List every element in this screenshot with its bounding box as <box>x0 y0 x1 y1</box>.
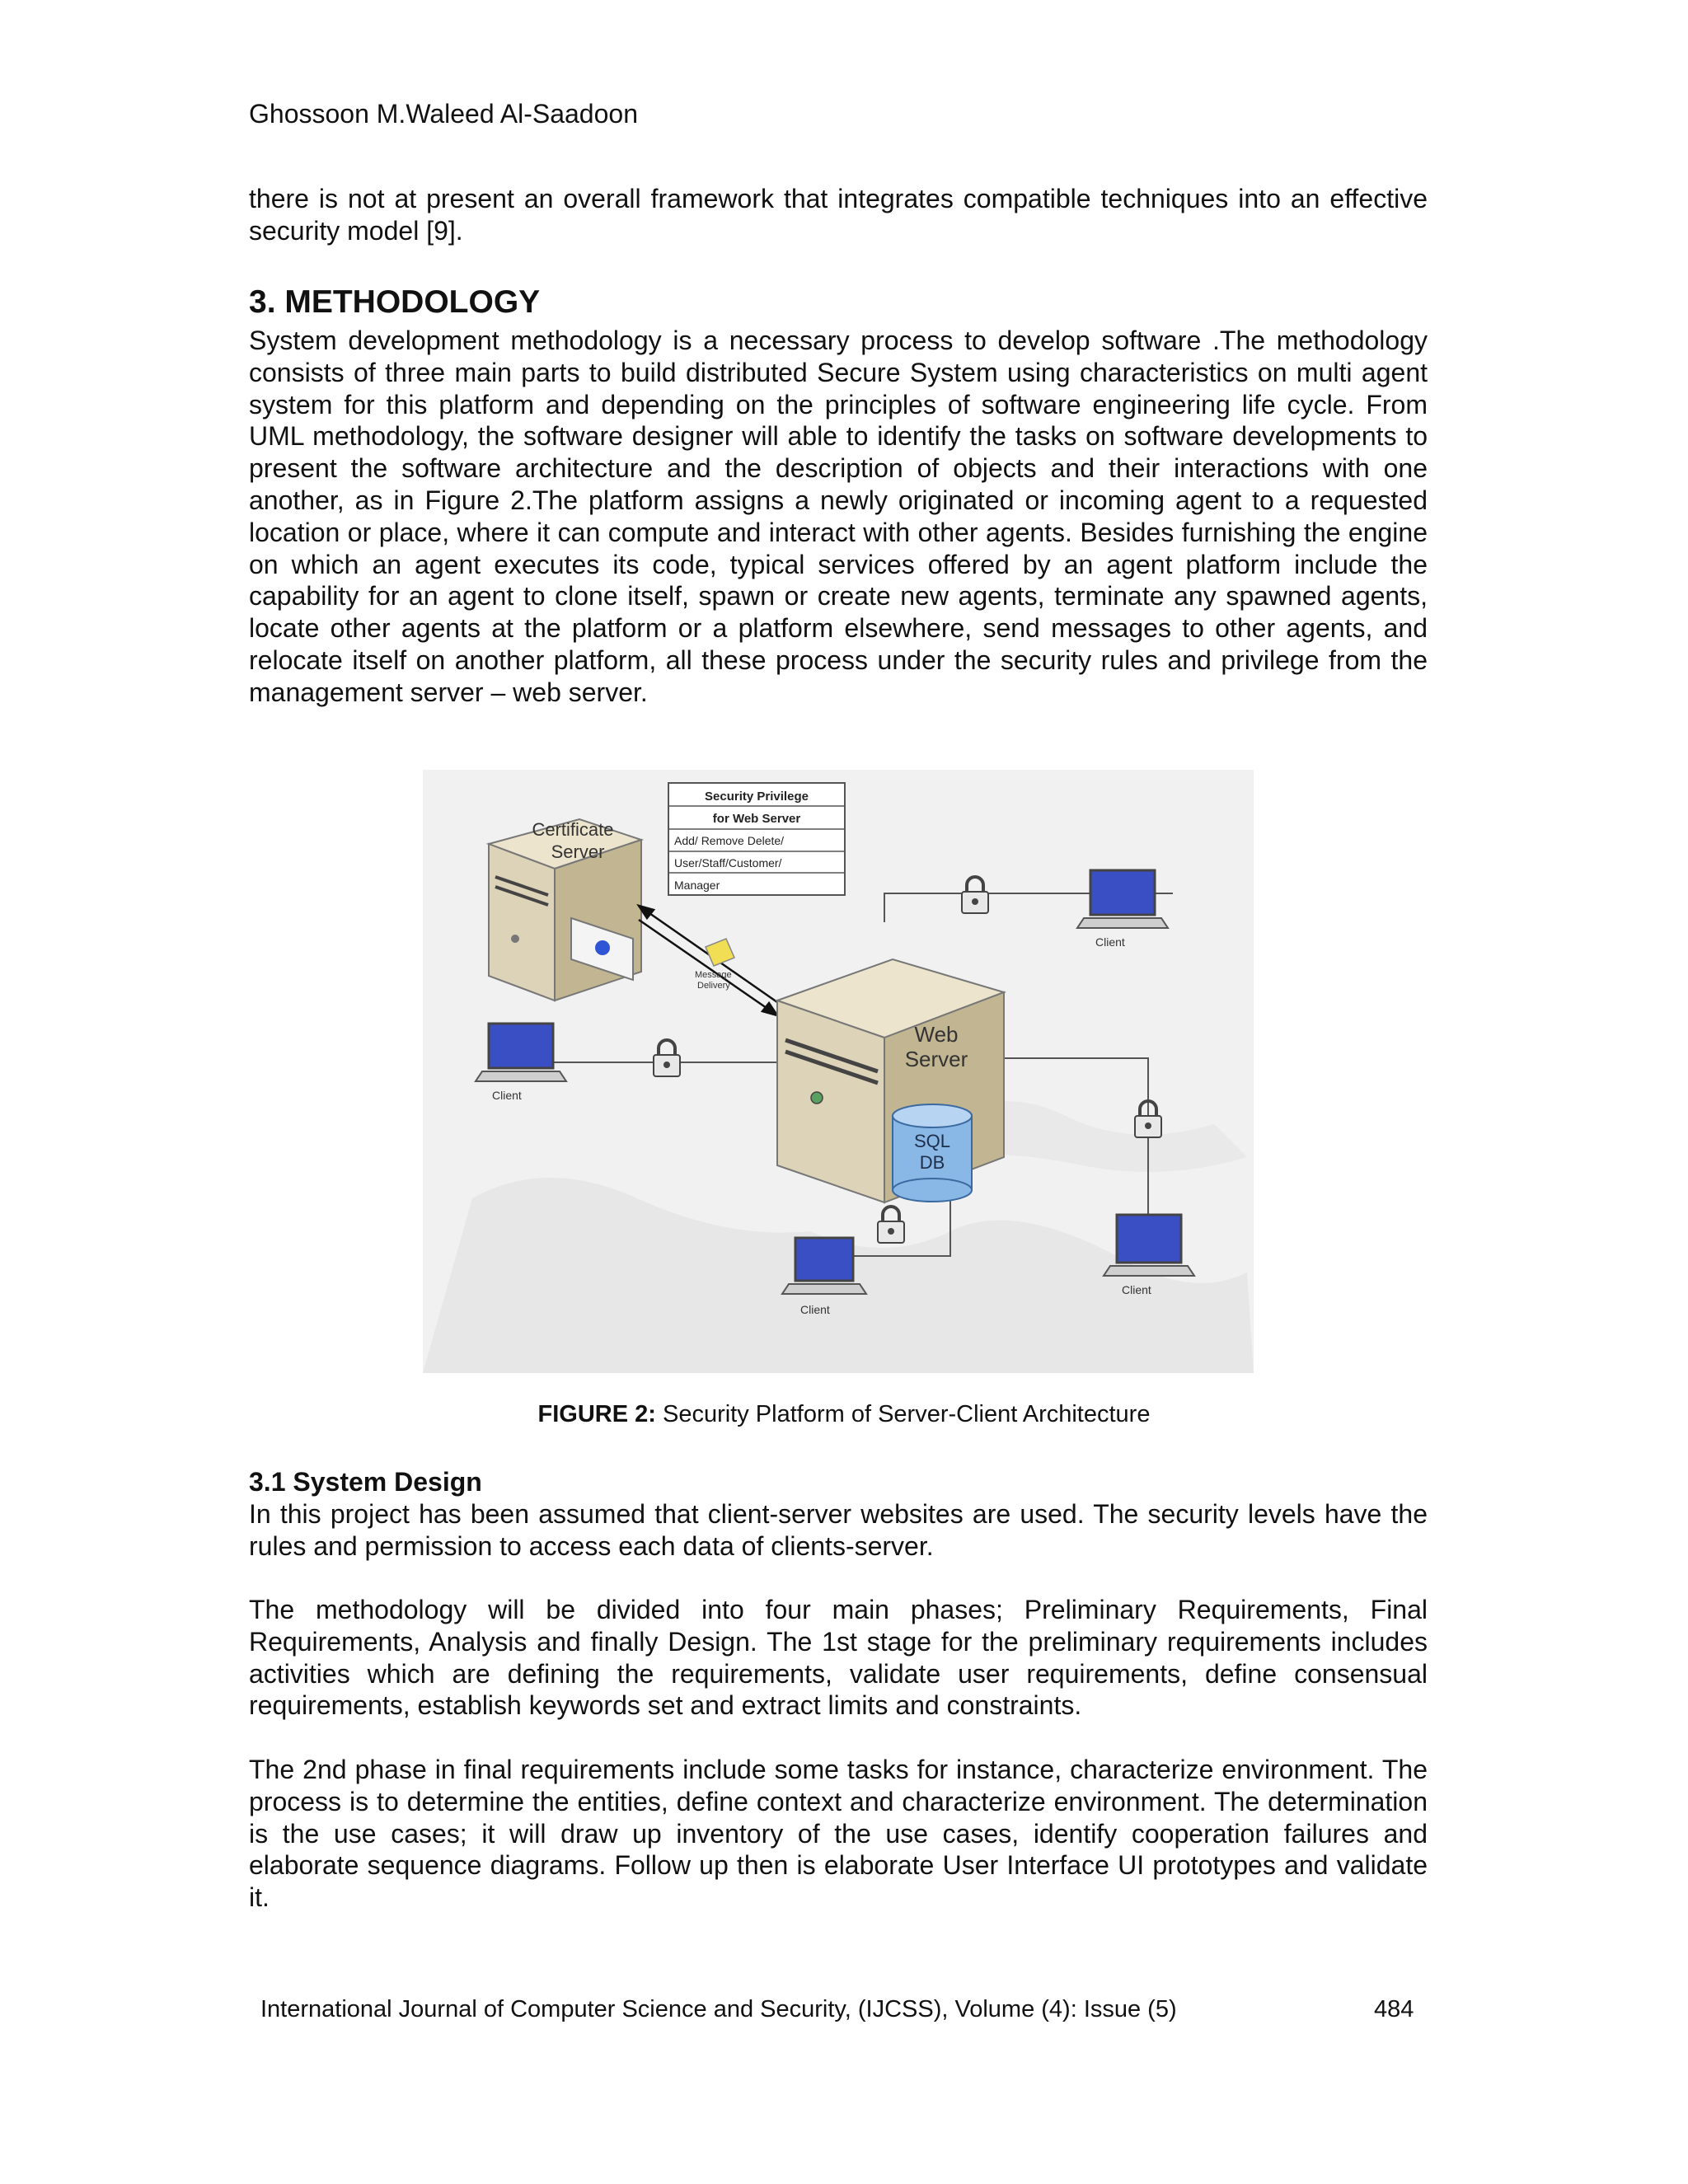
sql-database-icon <box>893 1104 972 1202</box>
certificate-server-label-line1: Certificate <box>532 819 614 840</box>
intro-paragraph: there is not at present an overall framework that integrates compatible techniques into an effective security model [9]. <box>249 184 1428 246</box>
client-label: Client <box>492 1089 522 1102</box>
privilege-table-row: Add/ Remove Delete/ <box>674 834 785 847</box>
page-number: 484 <box>1374 1996 1414 2022</box>
privilege-table-row: for Web Server <box>712 812 801 826</box>
message-delivery-label-line1: Message <box>695 970 732 980</box>
subsection-heading: 3.1 System Design <box>249 1467 482 1497</box>
sql-db-label-line2: DB <box>919 1152 945 1173</box>
figure-caption-label: FIGURE 2: <box>537 1401 656 1427</box>
client-label: Client <box>1122 1283 1151 1296</box>
figure-caption <box>0 1399 1688 1429</box>
journal-footer: International Journal of Computer Science and Security, (IJCSS), Volume (4): Issue (5) <box>260 1996 1177 2022</box>
privilege-table-row: User/Staff/Customer/ <box>674 856 782 869</box>
system-design-paragraph-3: The 2nd phase in final requirements include some tasks for instance, characterize environment. The process is to determine the entities, define context and characterize environment. The determination is the use cases; it will draw up inventory of the use cases, identify cooperation failures and elaborate sequence diagrams. Follow up then is elaborate User Interface UI prototypes and validate it. <box>249 1755 1428 1913</box>
system-design-paragraph-2: The methodology will be divided into four main phases; Preliminary Requirements, Final Requirements, Analysis and finally Design. The 1st stage for the preliminary requirements includes activities which are defining the requirements, validate user requirements, define consensual requirements, establish keywords set and extract limits and constraints. <box>249 1595 1428 1721</box>
client-label: Client <box>800 1303 830 1316</box>
certificate-server-label-line2: Server <box>551 841 605 862</box>
sql-db-label-line1: SQL <box>913 1131 951 1151</box>
system-design-paragraph-1: In this project has been assumed that client-server websites are used. The security levels have the rules and permission to access each data of clients-server. <box>249 1499 1428 1561</box>
figure-2-diagram <box>423 770 1254 1373</box>
running-header-author: Ghossoon M.Waleed Al-Saadoon <box>249 99 638 129</box>
methodology-paragraph: System development methodology is a necessary process to develop software .The methodology consists of three main parts to build distributed Secure System using characteristics on multi agent system for this platform and depending on the principles of software engineering life cycle. From UML methodology, the software designer will able to identify the tasks on software developments to present the software architecture and the description of objects and their interactions with one another, as in Figure 2.The platform assigns a newly originated or incoming agent to a requested location or place, where it can compute and interact with other agents. Besides furnishing the engine on which an agent executes its code, typical services offered by an agent platform include the capability for an agent to clone itself, spawn or create new agents, terminate any spawned agents, locate other agents at the platform or a platform elsewhere, send messages to other agents, and relocate itself on another platform, all these process under the security rules and privilege from the management server – web server. <box>249 326 1428 707</box>
message-delivery-label-line2: Delivery <box>697 981 730 991</box>
web-server-label-line2: Server <box>904 1047 968 1071</box>
figure-caption-text: Security Platform of Server-Client Architecture <box>655 1401 1151 1427</box>
web-server-label-line1: Web <box>914 1022 959 1047</box>
security-privilege-table <box>668 783 845 895</box>
client-label: Client <box>1095 935 1125 949</box>
privilege-table-row: Security Privilege <box>705 790 809 804</box>
privilege-table-row: Manager <box>674 879 720 892</box>
section-heading: 3. METHODOLOGY <box>249 284 541 320</box>
